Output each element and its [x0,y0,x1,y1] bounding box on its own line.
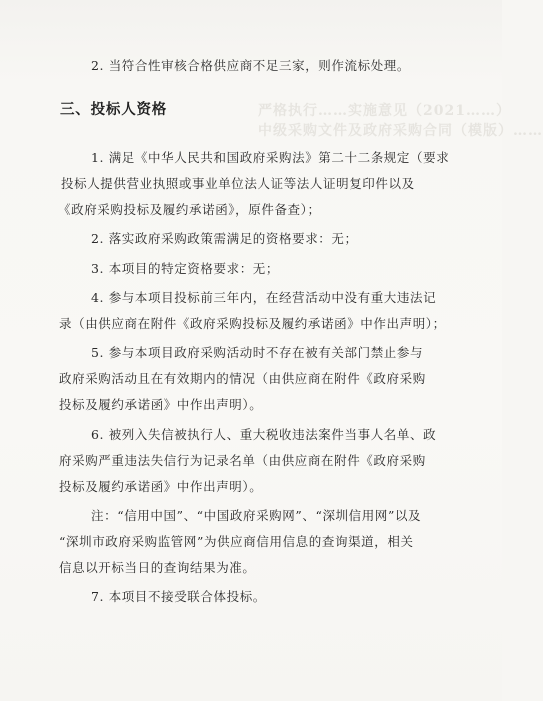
item-3: 3. 本项目的特定资格要求：无； [91,261,280,276]
note-line-3: 信息以开标当日的查询结果为准。 [59,560,256,575]
item-5-line-1: 5. 参与本项目政府采购活动时不存在被有关部门禁止参与 [91,345,424,360]
paragraph-failed-bid: 2. 当符合性审核合格供应商不足三家，则作流标处理。 [91,58,411,73]
note-line-1: 注：“信用中国”、“中国政府采购网”、“深圳信用网”以及 [91,508,422,523]
item-6-line-3: 投标及履约承诺函》中作出声明）。 [59,479,263,494]
bleed-through-text: 严格执行……实施意见（2021……） [258,103,511,119]
item-5-line-3: 投标及履约承诺函》中作出声明）。 [59,397,263,412]
item-1-line-1: 1. 满足《中华人民共和国政府采购法》第二十二条规定（要求 [91,150,450,165]
item-5-line-2: 政府采购活动且在有效期内的情况（由供应商在附件《政府采购 [59,371,426,386]
item-2: 2. 落实政府采购政策需满足的资格要求：无； [91,231,358,246]
item-1-line-2: 投标人提供营业执照或事业单位法人证等法人证明复印件以及 [61,176,415,191]
item-6-line-2: 府采购严重违法失信行为记录名单（由供应商在附件《政府采购 [59,453,426,468]
section-heading: 三、投标人资格 [60,101,168,118]
item-4-line-2: 录（由供应商在附件《政府采购投标及履约承诺函》中作出声明）； [59,316,446,331]
bleed-through-text: 中级采购文件及政府采购合同（模版）…… [258,123,543,139]
item-4-line-1: 4. 参与本项目投标前三年内，在经营活动中没有重大违法记 [91,290,437,305]
note-line-2: “深圳市政府采购监管网”为供应商信用信息的查询渠道，相关 [59,534,414,549]
item-1-line-3: 《政府采购投标及履约承诺函》，原件备查）； [58,202,321,217]
item-7: 7. 本项目不接受联合体投标。 [91,589,266,604]
item-6-line-1: 6. 被列入失信被执行人、重大税收违法案件当事人名单、政 [91,427,437,442]
